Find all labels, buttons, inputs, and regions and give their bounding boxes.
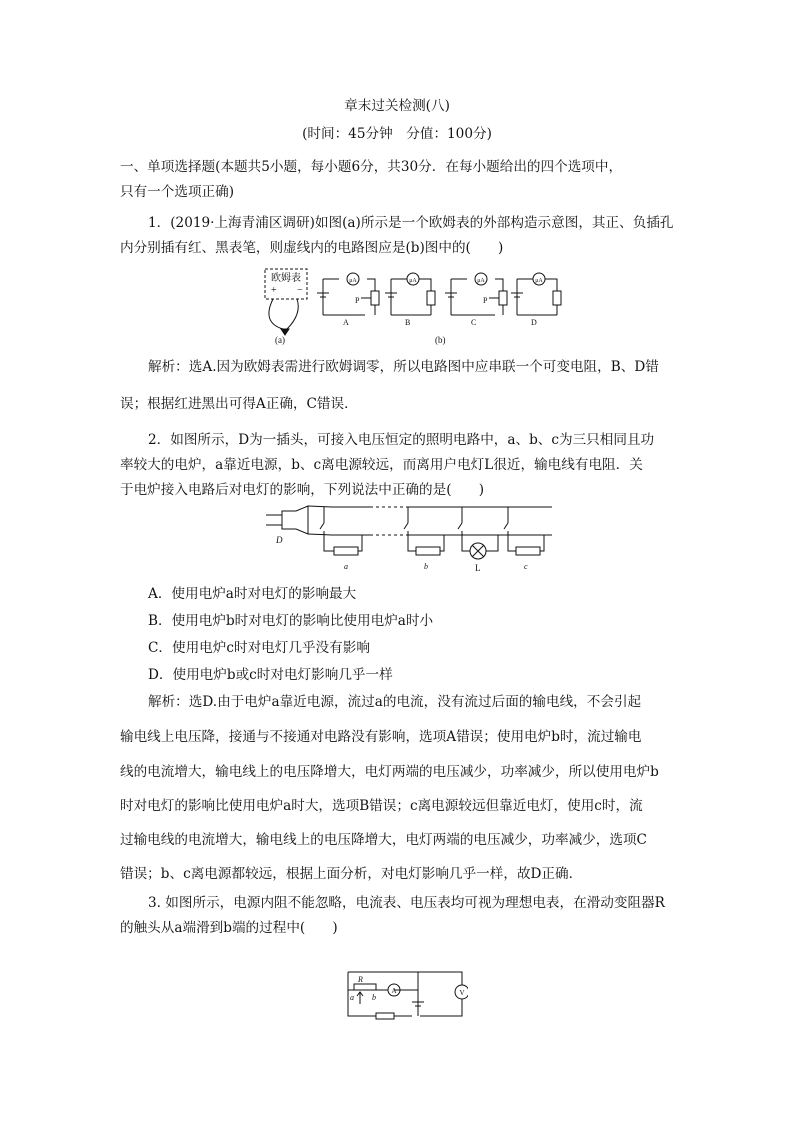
ohmmeter-label: 欧姆表 xyxy=(271,273,301,284)
ohmmeter-minus: − xyxy=(297,285,303,296)
svg-text:c: c xyxy=(524,562,528,571)
svg-text:b: b xyxy=(424,562,428,571)
fig-label-a: (a) xyxy=(275,335,285,345)
plug-label: D xyxy=(276,535,283,545)
svg-text:μA: μA xyxy=(535,278,543,284)
page-title: 章末过关检测(八) xyxy=(344,98,450,114)
end-b-label: b xyxy=(372,993,376,1002)
circuit-B xyxy=(385,273,435,327)
q2-option-d: D．使用电炉b或c时对电灯影响几乎一样 xyxy=(148,667,393,683)
q2-answer-line1: 解析：选D.由于电炉a靠近电源，流过a的电流，没有流过后面的输电线，不会引起 xyxy=(148,694,642,710)
q1-line2: 内分别插有红、黑表笔，则虚线内的电路图应是(b)图中的( ) xyxy=(120,240,504,256)
q2-option-a: A．使用电炉a时对电灯的影响最大 xyxy=(148,586,357,602)
black-probe-lead xyxy=(287,299,298,329)
svg-text:B: B xyxy=(405,318,411,327)
q2-answer-line6: 错误；b、c离电源都较远，根据上面分析，对电灯影响几乎一样，故D正确． xyxy=(120,866,583,882)
svg-text:A: A xyxy=(391,987,397,995)
red-probe-lead xyxy=(269,299,283,329)
page-subtitle: (时间：45分钟 分值：100分) xyxy=(302,126,492,142)
svg-text:L: L xyxy=(475,563,481,573)
q2-line1: 2．如图所示，D为一插头，可接入电压恒定的照明电路中，a、b、c为三只相同且功 xyxy=(148,432,655,448)
svg-text:A: A xyxy=(343,318,349,327)
svg-text:P: P xyxy=(483,296,488,305)
svg-text:μA: μA xyxy=(409,278,417,284)
svg-text:D: D xyxy=(531,318,537,327)
q3-line1: 3. 如图所示，电源内阻不能忽略，电流表、电压表均可视为理想电表，在滑动变阻器R xyxy=(148,895,665,911)
section1-line1: 一、单项选择题(本题共5小题，每小题6分，共30分．在每小题给出的四个选项中， xyxy=(120,159,623,175)
r-label: R xyxy=(358,975,363,984)
q1-figure xyxy=(255,265,575,347)
svg-text:μA: μA xyxy=(349,278,357,284)
circuit-D xyxy=(511,273,561,327)
q2-line2: 率较大的电炉，a靠近电源，b、c离电源较远，而离用户电灯L很近，输电线有电阻．关 xyxy=(120,457,643,473)
heater-a xyxy=(320,507,362,571)
q2-answer-line4: 时对电灯的影响比使用电炉a时大，选项B错误；c离电源较远但靠近电灯，使用c时，流 xyxy=(120,798,643,814)
section1-line2: 只有一个选项正确) xyxy=(120,184,235,200)
power-lines xyxy=(308,506,552,535)
svg-text:P: P xyxy=(355,296,360,305)
svg-text:V: V xyxy=(459,989,465,997)
fig-label-b: (b) xyxy=(435,335,446,345)
circuit-A xyxy=(317,273,379,327)
svg-text:a: a xyxy=(344,562,348,571)
ohmmeter-plus: + xyxy=(271,285,277,296)
lamp-l xyxy=(458,507,498,573)
q2-figure xyxy=(262,503,562,583)
q2-answer-line3: 线的电流增大，输电线上的电压降增大，电灯两端的电压减少，功率减少，所以使用电炉b xyxy=(120,764,659,780)
slider-arrow xyxy=(357,992,363,1004)
outer-loop xyxy=(348,972,465,1016)
q2-option-c: C．使用电炉c时对电灯几乎没有影响 xyxy=(148,640,370,656)
end-a-label: a xyxy=(350,993,354,1002)
q1-answer-line1: 解析：选A.因为欧姆表需进行欧姆调零，所以电路图中应串联一个可变电阻，B、D错 xyxy=(148,359,659,375)
q2-answer-line5: 过输电线的电流增大，输电线上的电压降增大，电灯两端的电压减少，功率减少，选项C xyxy=(120,832,647,848)
rheostat xyxy=(354,984,376,990)
circuit-C xyxy=(445,273,507,327)
svg-text:μA: μA xyxy=(477,278,485,284)
q1-line1: 1．(2019·上海青浦区调研)如图(a)所示是一个欧姆表的外部构造示意图，其正、负插孔 xyxy=(148,215,674,231)
q2-answer-line2: 输电线上电压降，接通与不接通对电路没有影响，选项A错误；使用电炉b时，流过输电 xyxy=(120,729,642,745)
q3-line2: 的触头从a端滑到b端的过程中( ) xyxy=(120,920,338,936)
q1-answer-line2: 误；根据红进黑出可得A正确，C错误． xyxy=(120,396,358,412)
fixed-resistor xyxy=(376,1013,394,1019)
q2-option-b: B．使用电炉b时对电灯的影响比使用电炉a时小 xyxy=(148,613,434,629)
svg-text:C: C xyxy=(471,318,477,327)
q3-figure xyxy=(344,968,468,1026)
plug-body xyxy=(282,506,308,534)
q2-line3: 于电炉接入电路后对电灯的影响，下列说法中正确的是( ) xyxy=(120,482,485,498)
heater-b xyxy=(404,507,444,571)
heater-c xyxy=(504,507,544,571)
plug-pins xyxy=(266,515,282,525)
